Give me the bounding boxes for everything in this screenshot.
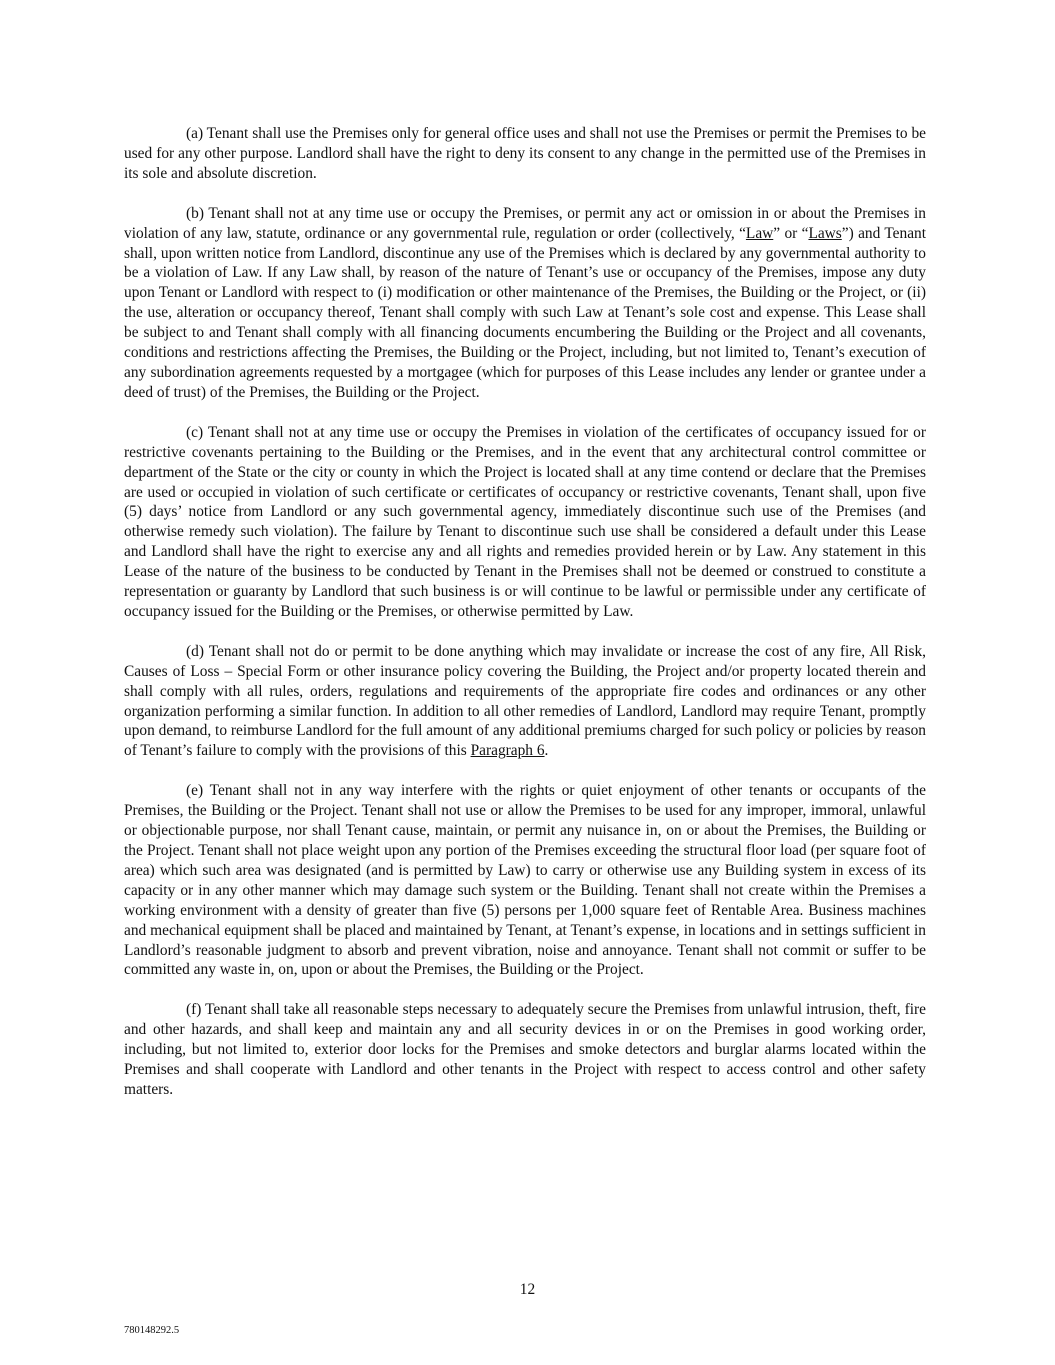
document-body bbox=[124, 124, 926, 1120]
paragraph-e: (e) Tenant shall not in any way interfere with the rights or quiet enjoyment of other tenants or occupants of the Premises, the Building or the Project. Tenant shall not use or allow the Premises to be used for any improper, immoral, unlawful or objectionable purpose, nor shall Tenant cause, maintain, or permit any nuisance in, on or about the Premises, the Building or the Project. Tenant shall not place weight upon any portion of the Premises exceeding the structural floor load (per square foot of area) which such area was designated (and is permitted by Law) to carry or otherwise use any Building system in excess of its capacity or in any other manner which may damage such system or the Building. Tenant shall not create within the Premises a working environment with a density of greater than five (5) persons per 1,000 square feet of Rentable Area. Business machines and mechanical equipment shall be placed and maintained by Tenant, at Tenant’s expense, in locations and in settings sufficient in Landlord’s reasonable judgment to absorb and prevent vibration, noise and annoyance. Tenant shall not commit or suffer to be committed any waste in, on, upon or about the Premises, the Building or the Project. bbox=[124, 782, 926, 979]
paragraph-a: (a) Tenant shall use the Premises only for general office uses and shall not use the Premises or permit the Premises to be used for any other purpose. Landlord shall have the right to deny its consent to any change in the permitted use of the Premises in its sole and absolute discretion. bbox=[124, 125, 926, 182]
document-id: 780148292.5 bbox=[124, 1325, 180, 1336]
paragraph-d-text-1: (d) Tenant shall not do or permit to be done anything which may invalidate or increase the cost of any fire, All Risk, Causes of Loss – Special Form or other insurance policy covering the Building, the Project and/or property located therein and shall comply with all rules, orders, regulations and requirements of the appropriate fire codes and ordinances or any other organization performing a similar function. In addition to all other remedies of Landlord, Landlord may require Tenant, promptly upon demand, to reimburse Landlord for the full amount of any additional premiums charged for such policy or policies by reason of Tenant’s failure to comply with the provisions of this bbox=[124, 642, 926, 760]
paragraph-f: (f) Tenant shall take all reasonable steps necessary to adequately secure the Premises from unlawful intrusion, theft, fire and other hazards, and shall keep and maintain any and all security devices in or on the Premises in good working order, including, but not limited to, exterior door locks for the Premises and smoke detectors and burglar alarms located within the Premises and shall cooperate with Landlord and other tenants in the Project with respect to access control and other safety matters. bbox=[124, 1001, 926, 1098]
defined-term-law: Law bbox=[745, 224, 774, 242]
paragraph-b bbox=[124, 204, 926, 403]
paragraph-d bbox=[124, 642, 926, 761]
paragraph-reference: Paragraph 6 bbox=[470, 742, 545, 760]
page-number: 12 bbox=[519, 1281, 536, 1298]
paragraph-b-text-2: ” or “ bbox=[773, 224, 809, 242]
defined-term-laws: Laws bbox=[808, 224, 842, 242]
paragraph-d-text-2: . bbox=[544, 742, 549, 760]
paragraph-b-text-1: (b) Tenant shall not at any time use or occupy the Premises, or permit any act or omission in or about the Premises in violation of any law, statute, ordinance or any governmental rule, regulation or order (collectively, “ bbox=[124, 204, 926, 242]
paragraph-b-text-3: ”) and Tenant shall, upon written notice from Landlord, discontinue any use of the Premises which is declared by any governmental authority to be a violation of Law. If any Law shall, by reason of the nature of Tenant’s use or occupancy of the Premises, impose any duty upon Tenant or Landlord with respect to (i) modification or other maintenance of the Premises, the Building or the Project, or (ii) the use, alteration or occupancy thereof, Tenant shall comply with such Law at Tenant’s sole cost and expense. This Lease shall be subject to and Tenant shall comply with all financing documents encumbering the Building or the Project and all covenants, conditions and restrictions affecting the Premises, the Building or the Project, including, but not limited to, Tenant’s execution of any subordination agreements requested by a mortgagee (which for purposes of this Lease includes any lender or grantee under a deed of trust) of the Premises, the Building or the Project. bbox=[124, 224, 927, 401]
paragraph-c: (c) Tenant shall not at any time use or occupy the Premises in violation of the certificates of occupancy issued for or restrictive covenants pertaining to the Building or the Premises, and in the event that any architectural control committee or department of the State or the city or county in which the Project is located shall at any time contend or declare that the Premises are used or occupied in violation of such certificate or certificates of occupancy or restrictive covenants, Tenant shall, upon five (5) days’ notice from Landlord or any such governmental agency, immediately discontinue such use of the Premises (and otherwise remedy such violation). The failure by Tenant to discontinue such use shall be considered a default under this Lease and Landlord shall have the right to exercise any and all rights and remedies provided herein or by Law. Any statement in this Lease of the nature of the business to be conducted by Tenant in the Premises shall not be deemed or construed to constitute a representation or guaranty by Landlord that such business is or will continue to be lawful or permissible under any certificate of occupancy issued for the Building or the Premises, or otherwise permitted by Law. bbox=[124, 423, 926, 620]
